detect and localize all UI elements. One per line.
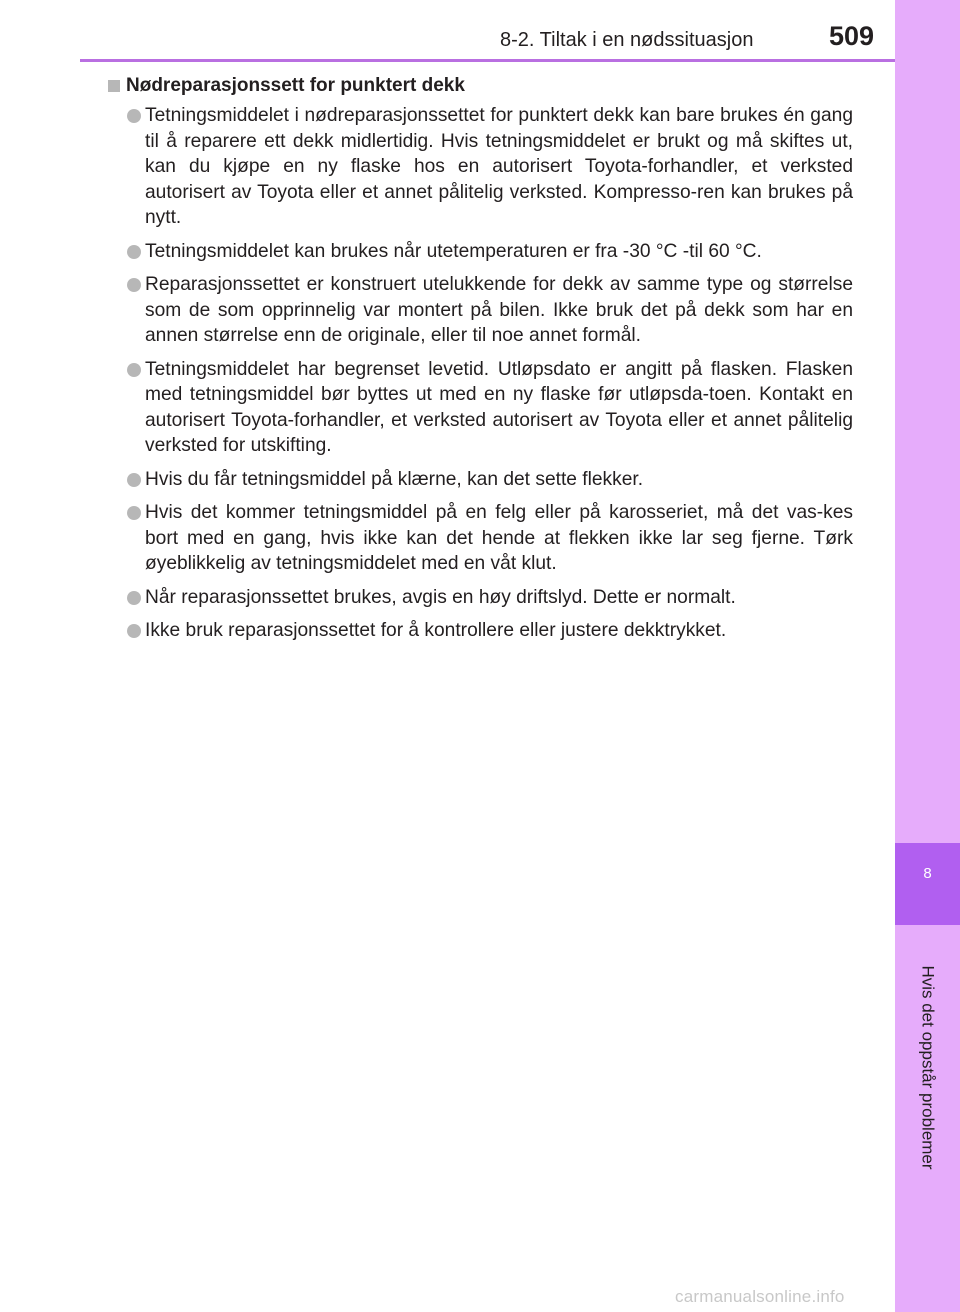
bullet-dot-icon — [127, 109, 141, 123]
section-title: Nødreparasjonssett for punktert dekk — [126, 75, 465, 96]
list-item: Når reparasjonssettet brukes, avgis en høy driftslyd. Dette er normalt. — [108, 585, 853, 611]
square-bullet-icon — [108, 80, 120, 92]
bullet-dot-icon — [127, 624, 141, 638]
watermark: carmanualsonline.info — [675, 1287, 845, 1306]
page-number: 509 — [829, 21, 875, 51]
bullet-dot-icon — [127, 245, 141, 259]
section-header-title: 8-2. Tiltak i en nødssituasjon — [500, 29, 754, 51]
list-item: Hvis det kommer tetningsmiddel på en felg eller på karosseriet, må det vas-kes bort med en gang, hvis ikke kan det hende at flekken ikke lar seg fjerne. Tørk øyeblikkelig av tetningsmiddelet med en våt klut. — [108, 500, 853, 577]
header-divider — [80, 59, 895, 62]
chapter-title — [916, 965, 940, 1170]
list-item: Reparasjonssettet er konstruert utelukkende for dekk av samme type og størrelse som de som opprinnelig var montert på bilen. Ikke bruk det på dekk som har en annen størrelse enn de originale, eller til noe annet formål. — [108, 272, 853, 349]
section-heading — [108, 72, 853, 100]
list-item: Ikke bruk reparasjonssettet for å kontrollere eller justere dekktrykket. — [108, 618, 853, 644]
bullet-dot-icon — [127, 473, 141, 487]
bullet-dot-icon — [127, 278, 141, 292]
page-content — [108, 72, 853, 644]
bullet-list — [108, 103, 853, 644]
list-item: Tetningsmiddelet kan brukes når utetemperaturen er fra -30 °C -til 60 °C. — [108, 239, 853, 265]
bullet-dot-icon — [127, 591, 141, 605]
chapter-number: 8 — [923, 865, 932, 882]
bullet-dot-icon — [127, 363, 141, 377]
list-item: Hvis du får tetningsmiddel på klærne, kan det sette flekker. — [108, 467, 853, 493]
bullet-dot-icon — [127, 506, 141, 520]
chapter-title-text: Hvis det oppstår problemer — [918, 965, 938, 1170]
chapter-number-tab — [895, 843, 960, 925]
list-item: Tetningsmiddelet i nødreparasjonssettet for punktert dekk kan bare brukes én gang til å reparere ett dekk midlertidig. Hvis tetningsmiddelet er brukt og må skiftes ut, kan du kjøpe en ny flaske hos en autorisert Toyota-forhandler, et verksted autorisert av Toyota eller et annet pålitelig verksted. Kompresso-ren kan brukes på nytt. — [108, 103, 853, 231]
list-item: Tetningsmiddelet har begrenset levetid. Utløpsdato er angitt på flasken. Flasken med tetningsmiddel bør byttes ut med en ny flaske før utløpsda-toen. Kontakt en autorisert Toyota-forhandler, et verksted autorisert av Toyota eller et annet pålitelig verksted for utskifting. — [108, 357, 853, 459]
